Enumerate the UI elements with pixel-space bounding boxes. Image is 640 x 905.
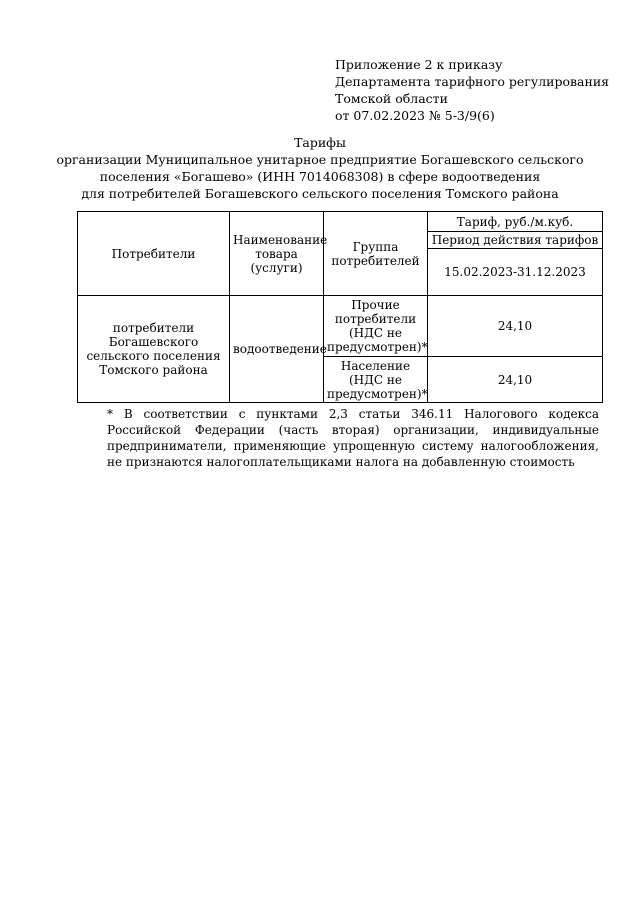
appendix-line-4: от 07.02.2023 № 5-3/9(6): [335, 108, 495, 123]
header-consumer-group: Группа потребителей: [324, 212, 428, 296]
title-line-2: поселения «Богашево» (ИНН 7014068308) в сфере водоотведения: [99, 169, 541, 184]
title-line-3: для потребителей Богашевского сельского поселения Томского района: [81, 186, 559, 201]
header-service-name: Наименование товара (услуги): [230, 212, 324, 296]
appendix-line-1: Приложение 2 к приказу: [335, 57, 503, 72]
appendix-line-2: Департамента тарифного регулирования: [335, 74, 610, 89]
tariff-table: [77, 211, 603, 403]
appendix-line-3: Томской области: [335, 91, 448, 106]
cell-group-population: Население (НДС не предусмотрен)*: [324, 357, 428, 403]
document-title: [40, 134, 600, 202]
header-period-label: Период действия тарифов: [428, 232, 603, 249]
title-line-1: организации Муниципальное унитарное предприятие Богашевского сельского: [56, 152, 584, 167]
cell-service: водоотведение: [230, 296, 324, 403]
appendix-reference: [335, 56, 625, 124]
header-tariff: Тариф, руб./м.куб.: [428, 212, 603, 232]
cell-tariff-population: 24,10: [428, 357, 603, 403]
footnote: * В соответствии с пунктами 2,3 статьи 346.11 Налогового кодекса Российской Федерации (часть вторая) организации, индивидуальные предприниматели, применяющие упрощенную систему налогообложения, не признаются налогоплательщиками налога на добавленную стоимость: [107, 407, 599, 469]
cell-tariff-other: 24,10: [428, 296, 603, 357]
cell-consumer: потребители Богашевского сельского поселения Томского района: [78, 296, 230, 403]
header-consumers: Потребители: [78, 212, 230, 296]
cell-group-other: Прочие потребители (НДС не предусмотрен)*: [324, 296, 428, 357]
header-period-value: 15.02.2023-31.12.2023: [428, 249, 603, 296]
title-heading: Тарифы: [294, 135, 346, 150]
